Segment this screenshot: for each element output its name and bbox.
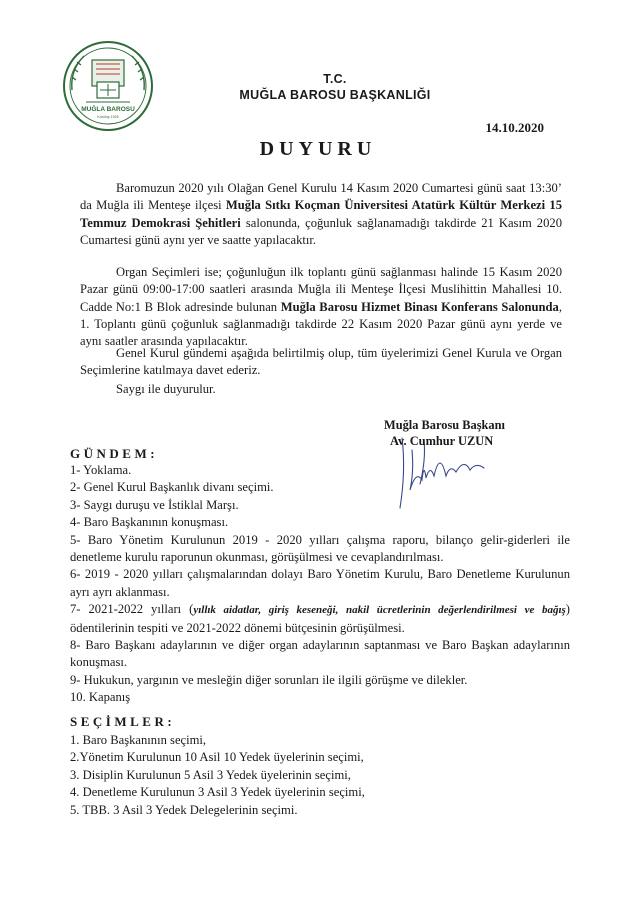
agenda-item: 5- Baro Yönetim Kurulunun 2019 - 2020 yılları çalışma raporu, bilanço gelir-giderleri ile denetleme kurulu raporunun okunması, görüşülmesi ve cevaplandırılması. (70, 532, 570, 565)
agenda-item: 2- Genel Kurul Başkanlık divanı seçimi. (70, 480, 274, 495)
paragraph-organ-elections (80, 264, 562, 350)
agenda-list (70, 462, 570, 707)
paragraph-invitation-text: Genel Kurul gündemi aşağıda belirtilmiş olup, tüm üyelerimizi Genel Kurula ve Organ Seçimlerine katılmaya davet ederiz. (80, 346, 562, 378)
agenda-item: 1- Yoklama. (70, 463, 132, 477)
bar-association-logo (62, 40, 154, 132)
election-item: 4. Denetleme Kurulunun 3 Asil 3 Yedek üyelerinin seçimi, (70, 785, 365, 800)
p1-run: Baromuzun 2020 yılı Olağan Genel Kurulu 14 Kasım 2020 Cumartesi günü saat 13:30’ da Muğla ili Menteşe ilçesi (80, 181, 562, 213)
paragraph-invitation (80, 345, 562, 380)
election-item: 5. TBB. 3 Asil 3 Yedek Delegelerinin seçimi. (70, 802, 298, 817)
agenda-item-7-pre: 7- 2021-2022 yılları ( (70, 602, 194, 617)
header-organization: MUĞLA BAROSU BAŞKANLIĞI (239, 88, 431, 102)
agenda-item-7-post: ) ödentilerinin tespiti ve 2021-2022 dönemi bütçesinin görüşülmesi. (70, 602, 570, 635)
agenda-item-7 (70, 601, 570, 637)
header-tc: T.C. (323, 72, 347, 86)
paragraph-closing-text: Saygı ile duyurulur. (116, 382, 216, 396)
paragraph-closing (80, 381, 562, 398)
paragraph-organ-elections-text (80, 264, 562, 350)
agenda-item: 8- Baro Başkanı adaylarının ve diğer organ adaylarının saptanması ve Baro Başkan adaylarının konuşması. (70, 638, 570, 670)
agenda-item: 10. Kapanış (70, 690, 131, 705)
p1-run: Muğla Sıtkı Koçman Üniversitesi Atatürk Kültür Merkezi 15 Temmuz Demokrasi Şehitleri (80, 198, 562, 230)
agenda-heading: GÜNDEM: (70, 446, 159, 461)
p2-run: , 1. Toplantı günü çoğunluk sağlanmadığı takdirde 22 Kasım 2020 Pazar günü aynı yerde ve aynı saatler arasında yapılacaktır. (80, 299, 562, 349)
document-date: 14.10.2020 (485, 120, 544, 135)
signature-name: Av. Cumhur UZUN (390, 434, 494, 448)
paragraph-general-assembly-text (80, 180, 562, 249)
elections-list (70, 732, 570, 819)
p1-run: salonunda, çoğunluk sağlanamadığı takdirde 21 Kasım 2020 Cumartesi günü aynı yer ve saatte yapılacaktır. (80, 215, 562, 247)
election-item: 2.Yönetim Kurulunun 10 Asil 10 Yedek üyelerinin seçimi, (70, 750, 364, 765)
agenda-item: 4- Baro Başkanının konuşması. (70, 515, 229, 530)
agenda-item-7-italic: yıllık aidatlar, giriş keseneği, nakil ücretlerinin değerlendirilmesi ve bağış (193, 604, 566, 617)
election-item: 3. Disiplin Kurulunun 5 Asil 3 Yedek üyelerinin seçimi, (70, 767, 351, 782)
p2-run: Organ Seçimleri ise; çoğunluğun ilk toplantı günü sağlanması halinde 15 Kasım 2020 Pazar günü 09:00-17:00 saatleri arasında Muğla ili Menteşe İlçesi Muslihittin Mahallesi 10. Cadde No:1 B Blok adresinde bulunan (80, 265, 562, 314)
election-item: 1. Baro Başkanının seçimi, (70, 733, 207, 747)
p2-run: Muğla Barosu Hizmet Binası Konferans Salonunda (280, 299, 559, 314)
paragraph-general-assembly (80, 180, 562, 249)
signature-title: Muğla Barosu Başkanı (384, 418, 505, 432)
agenda-item: 3- Saygı duruşu ve İstiklal Marşı. (70, 497, 239, 512)
document-title: DUYURU (259, 138, 377, 160)
agenda-item: 9- Hukukun, yargının ve mesleğin diğer sorunları ile ilgili görüşme ve dilekler. (70, 672, 468, 687)
elections-heading: SEÇİMLER: (70, 714, 176, 729)
logo-subtext: Kuruluş 1925 (97, 115, 119, 119)
agenda-item: 6- 2019 - 2020 yılları çalışmalarından dolayı Baro Yönetim Kurulu, Baro Denetleme Kurulunun ayrı ayrı aklanması. (70, 567, 570, 599)
logo-text: MUĞLA BAROSU (81, 106, 135, 113)
